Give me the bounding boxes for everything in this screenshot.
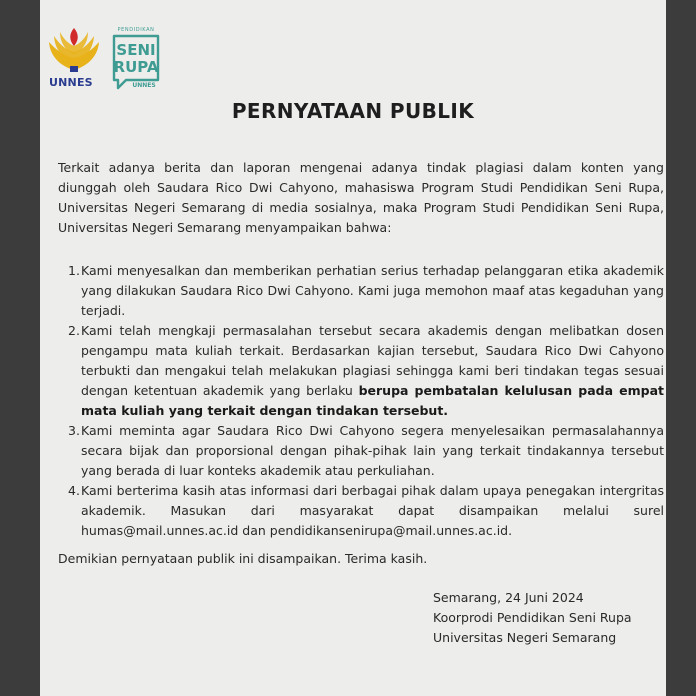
signature-institution: Universitas Negeri Semarang <box>433 630 617 645</box>
list-item-text: Kami telah mengkaji permasalahan tersebut secara akademis dengan melibatkan dosen pengampu mata kuliah terkait. Berdasarkan kajian tersebut, Saudara Rico Dwi Cahyono terbukti dan mengakui telah melakukan plagiasi sehingga kami beri tindakan tegas sesuai dengan ketentuan akademik yang berlaku <box>81 323 664 398</box>
document-title: PERNYATAAN PUBLIK <box>231 99 475 123</box>
list-item-number: 4. <box>68 483 80 498</box>
seni-rupa-logo <box>108 24 164 92</box>
seni-rupa-bottom-label: UNNES <box>132 82 156 89</box>
seni-rupa-emblem-icon <box>108 24 164 92</box>
unnes-logo <box>46 22 102 94</box>
list-item-bold-text: berupa pembatalan kelulusan pada empat mata kuliah yang terkait dengan tindakan tersebut. <box>81 383 664 418</box>
seni-rupa-top-label: PENDIDIKAN <box>117 27 155 33</box>
list-item <box>60 481 664 541</box>
list-item-number: 1. <box>68 263 80 278</box>
list-item <box>60 261 664 321</box>
list-item <box>60 321 664 421</box>
list-item <box>60 421 664 481</box>
list-item-number: 2. <box>68 323 80 338</box>
list-item-text: Kami meminta agar Saudara Rico Dwi Cahyono segera menyelesaikan permasalahannya secara bijak dan proporsional dengan pihak-pihak lain yang terkait tindakannya tersebut yang berada di luar konteks akademik atau perkuliahan. <box>81 423 664 478</box>
signature-role: Koorprodi Pendidikan Seni Rupa <box>433 610 632 625</box>
closing-line: Demikian pernyataan publik ini disampaikan. Terima kasih. <box>58 551 428 566</box>
list-item-number: 3. <box>68 423 80 438</box>
unnes-emblem-icon <box>46 22 102 78</box>
seni-rupa-line2: RUPA <box>113 58 159 76</box>
list-item-text: Kami menyesalkan dan memberikan perhatian serius terhadap pelanggaran etika akademik yang dilakukan Saudara Rico Dwi Cahyono. Kami juga memohon maaf atas kegaduhan yang terjadi. <box>81 263 664 318</box>
list-item-text: Kami berterima kasih atas informasi dari berbagai pihak dalam upaya penegakan intergritas akademik. Masukan dari masyarakat dapat disampaikan melalui surel humas@mail.unnes.ac.id dan pendidikansenirupa@mail.unnes.ac.id. <box>81 483 664 538</box>
seni-rupa-line1: SENI <box>116 41 156 59</box>
signature-place-date: Semarang, 24 Juni 2024 <box>433 590 584 605</box>
signature-block <box>433 588 632 648</box>
intro-paragraph: Terkait adanya berita dan laporan mengenai adanya tindak plagiasi dalam konten yang diunggah oleh Saudara Rico Dwi Cahyono, mahasiswa Program Studi Pendidikan Seni Rupa, Universitas Negeri Semarang di media sosialnya, maka Program Studi Pendidikan Seni Rupa, Universitas Negeri Semarang menyampaikan bahwa: <box>58 160 664 235</box>
unnes-wordmark: UNNES <box>49 76 93 89</box>
statement-list <box>60 261 664 541</box>
document-page <box>40 0 666 696</box>
